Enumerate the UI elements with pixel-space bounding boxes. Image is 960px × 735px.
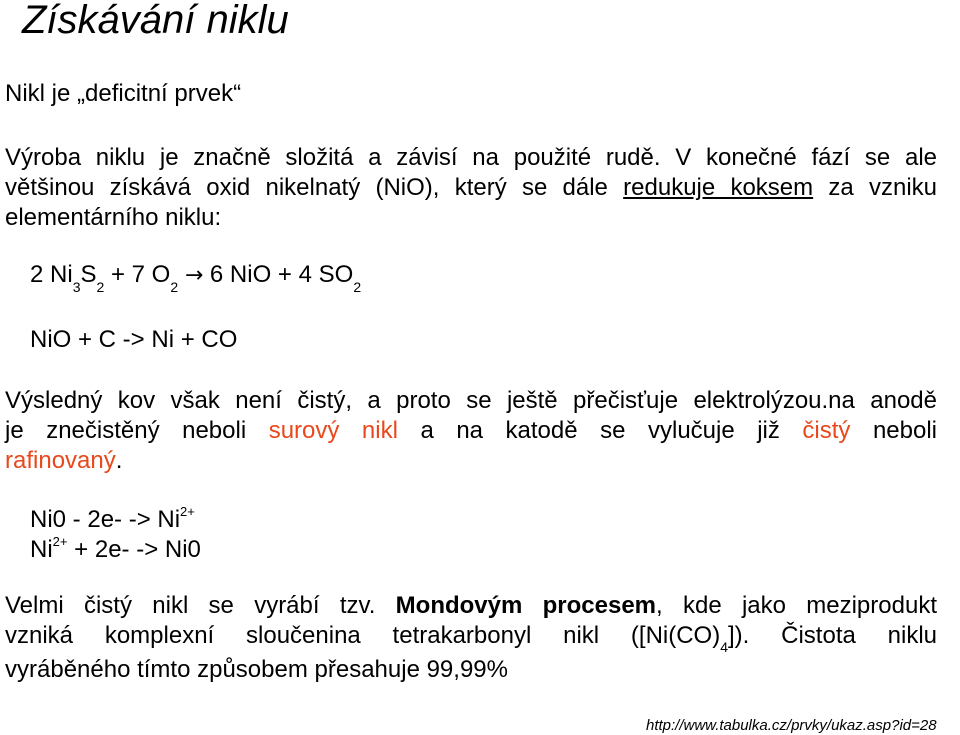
refining-text: je znečistěný neboli [5, 417, 269, 444]
anode-reaction [30, 506, 195, 534]
refining-line-1: Výsledný kov však není čistý, a proto se ještě přečisťuje elektrolýzou.na anodě [5, 387, 937, 414]
surovy-nikl-highlight: surový nikl [268, 417, 398, 444]
eq-term: 6 NiO + 4 SO [203, 261, 354, 288]
mond-text: vzniká komplexní sloučenina tetrakarbonyl nikl ([Ni(CO) [5, 622, 721, 649]
charge-superscript: 2+ [180, 504, 195, 519]
mond-line-2 [5, 622, 937, 655]
reaction-text: Ni0 - 2e- -> Ni [30, 506, 181, 533]
reaction-arrow-icon: → [184, 263, 204, 288]
reaction-text: Ni [30, 536, 53, 563]
eq-term: 2 Ni [30, 261, 73, 288]
intro-text: většinou získává oxid nikelnatý (NiO), který se dále [5, 174, 624, 201]
mond-line-1 [5, 592, 937, 620]
eq-subscript: 3 [72, 279, 81, 295]
eq-term: + 7 O [104, 261, 171, 288]
eq-term: S [80, 261, 97, 288]
cisty-highlight: čistý [802, 417, 851, 444]
equation-reduction: NiO + C -> Ni + CO [30, 326, 238, 353]
refining-text: . [115, 447, 123, 474]
intro-line-1: Výroba niklu je značně složitá a závisí na použité rudě. V konečné fází se ale [5, 144, 937, 171]
refining-text: a na katodě se vylučuje již [397, 417, 803, 444]
page-title: Získávání niklu [22, 0, 289, 42]
refining-line-2 [5, 417, 937, 445]
charge-superscript: 2+ [52, 534, 68, 549]
cathode-reaction [30, 536, 201, 564]
equation-roasting [30, 261, 362, 295]
reaction-text: + 2e- -> Ni0 [67, 536, 201, 563]
eq-subscript: 2 [353, 279, 362, 295]
mond-text: , kde jako meziprodukt [656, 592, 937, 619]
mond-line-3: vyráběného tímto způsobem přesahuje 99,99% [5, 656, 508, 683]
refining-text: neboli [850, 417, 937, 444]
refining-line-3 [5, 447, 122, 475]
subtitle: Nikl je „deficitní prvek“ [5, 80, 242, 107]
intro-line-3: elementárního niklu: [5, 204, 222, 231]
mond-process-bold: Mondovým procesem [395, 592, 657, 619]
eq-subscript: 2 [170, 279, 179, 295]
rafinovany-highlight: rafinovaný [5, 447, 116, 474]
redukuje-koksem-link[interactable]: redukuje koksem [623, 174, 814, 201]
intro-text: za vzniku [813, 174, 938, 201]
mond-text: Velmi čistý nikl se vyrábí tzv. [5, 592, 396, 619]
intro-line-2 [5, 174, 937, 202]
mond-text: ]). Čistota niklu [728, 622, 937, 649]
source-link[interactable]: http://www.tabulka.cz/prvky/ukaz.asp?id=28 [646, 717, 937, 734]
formula-subscript: 4 [720, 639, 729, 655]
eq-subscript: 2 [96, 279, 105, 295]
